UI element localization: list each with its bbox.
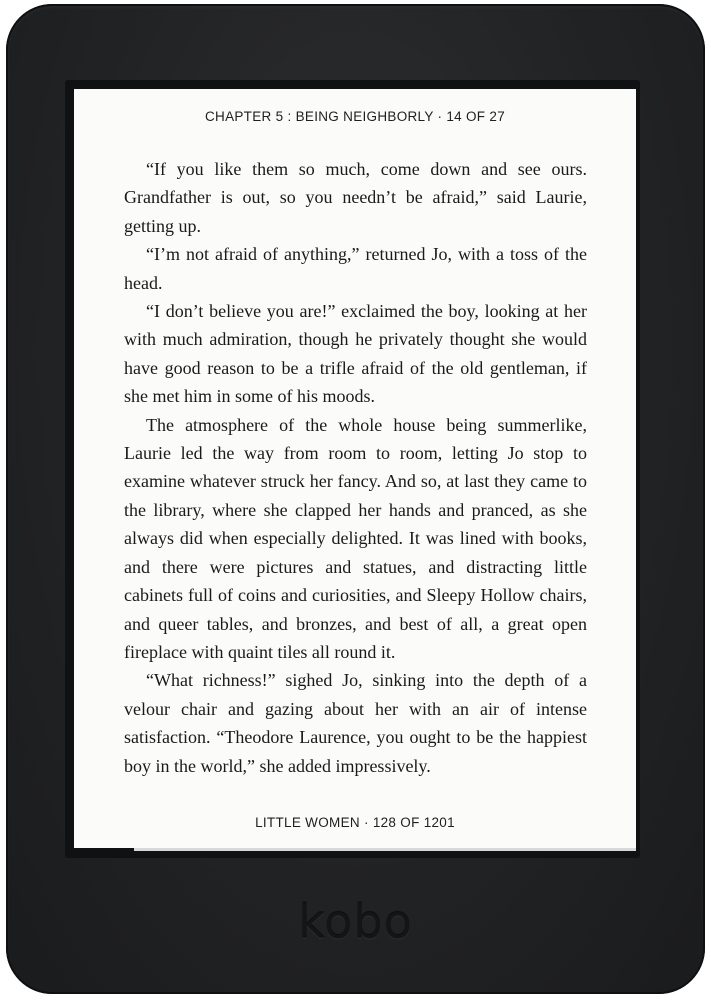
reading-progress-fill [74,848,134,851]
paragraph: “I don’t believe you are!” exclaimed the boy, looking at her with much admiration, though he privately thought she would have good reason to be a trifle afraid of the old gentleman, if she met him in some of his moods. [124,301,587,407]
paragraph: “If you like them so much, come down and see ours. Grandfather is out, so you needn’t be afraid,” said Laurie, getting up. [124,159,587,236]
kobo-logo: kobo [298,895,413,949]
page-text[interactable] [124,155,587,780]
chapter-header: CHAPTER 5 : BEING NEIGHBORLY · 14 OF 27 [204,109,506,124]
paragraph: The atmosphere of the whole house being summerlike, Laurie led the way from room to room, letting Jo stop to examine whatever struck her fancy. And so, at last they came to the library, where she clapped her hands and pranced, as she always did when especially delighted. It was lined with books, and there were pictures and statues, and distracting little cabinets full of coins and curiosities, and Sleepy Hollow chairs, and queer tables, and bronzes, and best of all, a great open fireplace with quaint tiles all round it. [124,414,587,662]
paragraph: “What richness!” sighed Jo, sinking into the depth of a velour chair and gazing about her with an air of intense satisfaction. “Theodore Laurence, you ought to be the happiest boy in the world,” she added impressively. [124,670,587,776]
reading-progress-bar [74,848,636,851]
ereader-screen[interactable] [74,89,636,851]
book-progress-footer: LITTLE WOMEN · 128 OF 1201 [255,815,455,830]
paragraph: “I’m not afraid of anything,” returned Jo, with a toss of the head. [124,244,587,293]
